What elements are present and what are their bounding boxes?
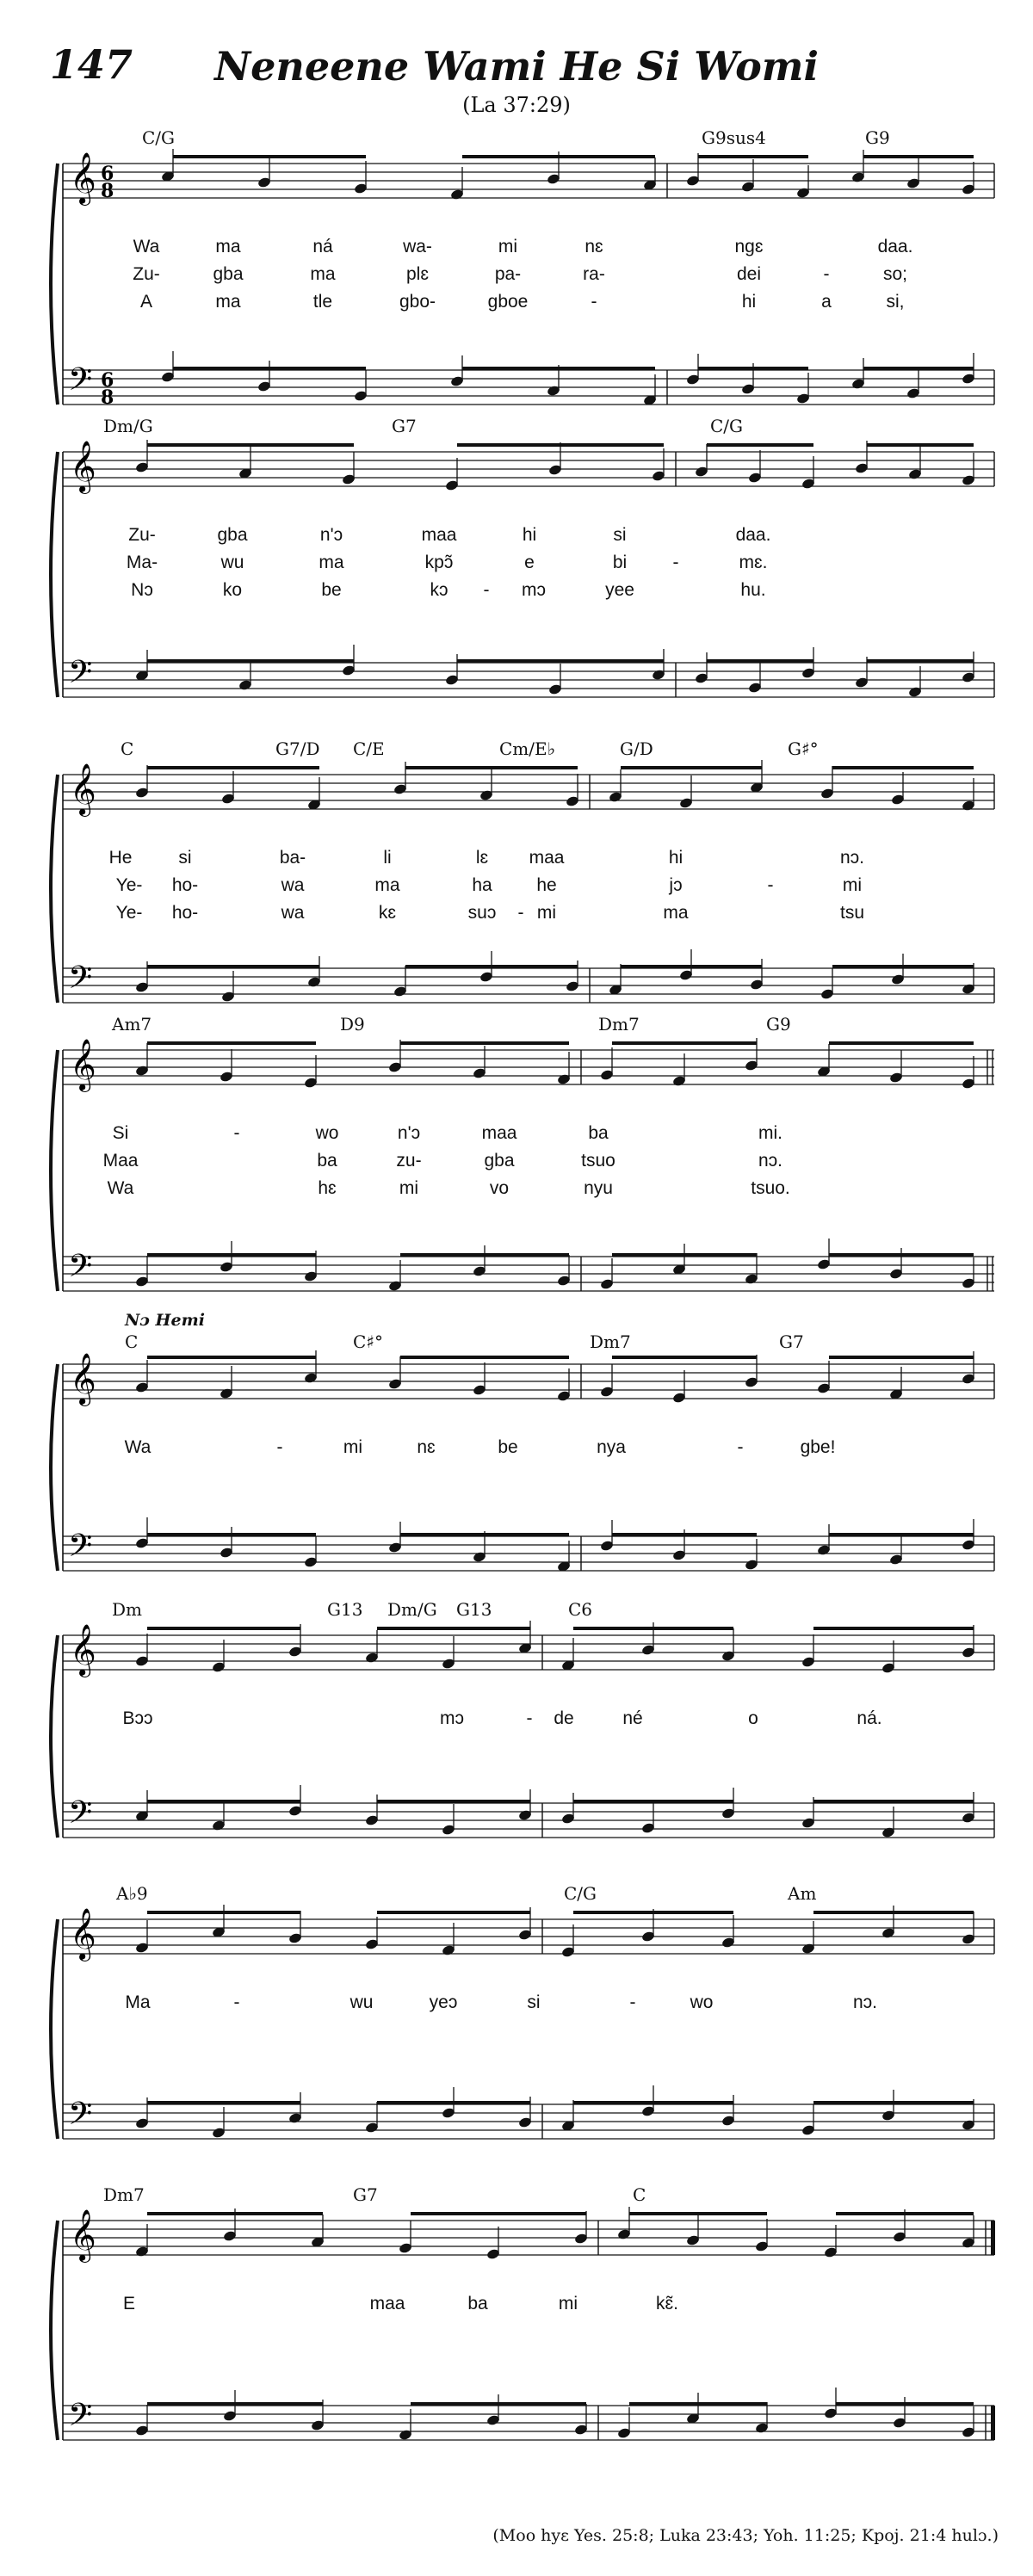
lyric-syllable: hɛ xyxy=(318,1178,337,1198)
lyric-syllable: - xyxy=(767,875,774,895)
chord-symbol: Dm7 xyxy=(590,1331,631,1352)
lyric-syllable: maa xyxy=(481,1123,517,1143)
treble-clef: 𝄞 xyxy=(70,441,96,492)
treble-clef: 𝄞 xyxy=(70,152,96,204)
lyric-syllable: Ma xyxy=(125,1992,151,2012)
lyric-syllable: ná. xyxy=(857,1708,882,1728)
lyric-syllable: ma xyxy=(319,553,344,572)
lyric-syllable: si xyxy=(527,1992,541,2012)
lyric-syllable: Ye- xyxy=(115,875,143,895)
chord-symbol: G♯° xyxy=(788,738,819,759)
lyric-syllable: yeɔ xyxy=(429,1992,458,2012)
lyric-syllable: - xyxy=(233,1992,240,2012)
chord-symbol: A♭9 xyxy=(116,1883,148,1904)
system-brace xyxy=(51,1050,58,1291)
chord-symbol: G9sus4 xyxy=(702,127,766,148)
treble-clef: 𝄞 xyxy=(70,763,96,815)
lyric-syllable: - xyxy=(629,1992,636,2012)
lyric-syllable: ko xyxy=(222,580,243,600)
lyric-syllable: ho- xyxy=(171,875,199,895)
lyric-syllable: nɔ. xyxy=(852,1992,878,2012)
lyric-syllable: gba xyxy=(484,1151,515,1171)
chord-symbol: Dm/G xyxy=(103,416,153,436)
scripture-reference: (La 37:29) xyxy=(462,93,571,117)
lyric-syllable: bi xyxy=(612,553,628,572)
lyric-syllable: Bɔɔ xyxy=(122,1708,153,1728)
bass-clef: 𝄢 xyxy=(68,1248,93,1292)
chord-symbol: G/D xyxy=(620,738,653,759)
lyric-syllable: Nɔ xyxy=(131,580,153,600)
lyric-syllable: ma xyxy=(215,237,241,256)
lyric-syllable: de xyxy=(554,1708,574,1728)
lyric-syllable: Wa xyxy=(107,1178,134,1198)
lyric-syllable: - xyxy=(276,1437,283,1457)
lyric-syllable: mi. xyxy=(758,1123,782,1143)
lyric-syllable: A xyxy=(139,292,153,312)
system-brace xyxy=(51,1919,58,2139)
lyric-syllable: mɔ xyxy=(440,1708,464,1728)
lyric-syllable: so; xyxy=(882,264,908,284)
lyric-syllable: ra- xyxy=(583,264,605,284)
lyric-syllable: - xyxy=(517,903,524,923)
section-label: Nɔ Hemi xyxy=(125,1311,205,1330)
chord-symbol: Dm xyxy=(112,1599,142,1620)
lyric-syllable: gba xyxy=(213,264,244,284)
lyric-syllable: dei xyxy=(736,264,762,284)
chord-symbol: G7 xyxy=(392,416,417,436)
system-brace xyxy=(51,775,58,1003)
treble-clef: 𝄞 xyxy=(70,1039,96,1090)
chord-symbol: C/E xyxy=(353,738,385,759)
system-brace xyxy=(51,452,58,697)
lyric-syllable: wo xyxy=(315,1123,339,1143)
lyric-syllable: Maa xyxy=(102,1151,139,1171)
staff-svg xyxy=(47,1016,1003,1308)
bass-clef: 𝄢 xyxy=(68,654,93,698)
chord-symbol: G13 xyxy=(327,1599,363,1620)
treble-clef: 𝄞 xyxy=(70,1353,96,1405)
chord-symbol: C/G xyxy=(142,127,176,148)
lyric-syllable: gbe! xyxy=(800,1437,836,1457)
lyric-syllable: ho- xyxy=(171,903,199,923)
staff-svg xyxy=(47,129,1003,422)
chord-symbol: G7 xyxy=(353,2184,378,2205)
lyric-syllable: e xyxy=(524,553,535,572)
chord-symbol: G13 xyxy=(456,1599,492,1620)
bass-clef: 𝄢 xyxy=(68,2397,93,2441)
lyric-syllable: Si xyxy=(112,1123,129,1143)
lyric-syllable: ba xyxy=(317,1151,337,1171)
lyric-syllable: Zu- xyxy=(128,525,156,545)
lyric-syllable: hi xyxy=(668,848,684,868)
lyric-syllable: jɔ xyxy=(669,875,683,895)
chord-symbol: D9 xyxy=(340,1014,365,1035)
chord-symbol: C/G xyxy=(564,1883,597,1904)
bass-clef: 𝄢 xyxy=(68,1795,93,1838)
lyric-syllable: ha xyxy=(472,875,492,895)
lyric-syllable: Ma- xyxy=(126,553,158,572)
lyric-syllable: ngɛ xyxy=(734,237,764,256)
lyric-syllable: a xyxy=(821,292,832,312)
lyric-syllable: ma xyxy=(310,264,336,284)
lyric-syllable: nyu xyxy=(584,1178,613,1198)
lyric-syllable: Wa xyxy=(133,237,160,256)
lyric-syllable: li xyxy=(383,848,392,868)
lyric-syllable: Zu- xyxy=(133,264,160,284)
lyric-syllable: nɛ xyxy=(585,237,603,256)
lyric-syllable: wu xyxy=(220,553,244,572)
lyric-syllable: wu xyxy=(349,1992,374,2012)
lyric-syllable: daa. xyxy=(877,237,913,256)
lyric-syllable: maa xyxy=(421,525,457,545)
lyric-syllable: kɛ xyxy=(378,903,397,923)
time-signature-bottom: 8 xyxy=(101,386,114,409)
lyric-syllable: wa xyxy=(281,903,305,923)
lyric-syllable: wo xyxy=(690,1992,714,2012)
lyric-syllable: gba xyxy=(217,525,248,545)
staff-svg xyxy=(47,1885,1003,2156)
lyric-syllable: mi xyxy=(343,1437,363,1457)
lyric-syllable: - xyxy=(526,1708,533,1728)
lyric-syllable: - xyxy=(823,264,830,284)
lyric-syllable: ná xyxy=(312,237,333,256)
lyric-syllable: nɔ. xyxy=(839,848,865,868)
lyric-syllable: nɛ xyxy=(417,1437,436,1457)
lyric-syllable: tsu xyxy=(839,903,865,923)
lyric-syllable: - xyxy=(233,1123,240,1143)
lyric-syllable: mi xyxy=(558,2294,578,2313)
lyric-syllable: lɛ xyxy=(475,848,489,868)
lyric-syllable: - xyxy=(591,292,597,312)
lyric-syllable: suɔ xyxy=(467,903,497,923)
treble-clef: 𝄞 xyxy=(70,2209,96,2261)
chord-symbol: C/G xyxy=(710,416,744,436)
lyric-syllable: maa xyxy=(529,848,565,868)
treble-clef: 𝄞 xyxy=(70,1624,96,1676)
hymn-number: 147 xyxy=(50,41,133,88)
chord-symbol: G7 xyxy=(779,1331,804,1352)
system-brace xyxy=(51,164,58,405)
lyric-syllable: ma xyxy=(374,875,400,895)
chord-symbol: Am7 xyxy=(112,1014,152,1035)
lyric-syllable: mi xyxy=(842,875,863,895)
time-signature-top: 6 xyxy=(101,163,114,185)
lyric-syllable: si xyxy=(178,848,192,868)
footer-references: (Moo hyɛ Yes. 25:8; Luka 23:43; Yoh. 11:25; Kpoj. 21:4 hulɔ.) xyxy=(492,2526,999,2545)
lyric-syllable: be xyxy=(498,1437,518,1457)
chord-symbol: C xyxy=(121,738,134,759)
lyric-syllable: nya xyxy=(597,1437,626,1457)
lyric-syllable: mi xyxy=(536,903,557,923)
chord-symbol: C♯° xyxy=(353,1331,383,1352)
lyric-syllable: né xyxy=(622,1708,643,1728)
staff-svg xyxy=(47,1330,1003,1588)
chord-symbol: G7/D xyxy=(275,738,320,759)
chord-symbol: Dm/G xyxy=(387,1599,437,1620)
lyric-syllable: kɛ̃. xyxy=(656,2294,678,2313)
lyric-syllable: mi xyxy=(399,1178,419,1198)
lyric-syllable: wa- xyxy=(403,237,432,256)
time-signature-top: 6 xyxy=(101,369,114,392)
lyric-syllable: hi xyxy=(522,525,537,545)
chord-symbol: Cm/E♭ xyxy=(499,738,556,759)
time-signature-bottom: 8 xyxy=(101,180,114,202)
lyric-syllable: hu. xyxy=(740,580,766,600)
lyric-syllable: vo xyxy=(489,1178,510,1198)
lyric-syllable: kpɔ̃ xyxy=(424,553,454,572)
lyric-syllable: si xyxy=(613,525,627,545)
lyric-syllable: n'ɔ xyxy=(319,525,343,545)
lyric-syllable: gbo- xyxy=(399,292,436,312)
treble-clef: 𝄞 xyxy=(70,1908,96,1960)
system-brace xyxy=(51,2221,58,2440)
chord-symbol: C xyxy=(125,1331,139,1352)
chord-symbol: C6 xyxy=(568,1599,593,1620)
lyric-syllable: mɛ. xyxy=(739,553,768,572)
lyric-syllable: ba- xyxy=(279,848,306,868)
lyric-syllable: tsuo. xyxy=(751,1178,790,1198)
lyric-syllable: - xyxy=(483,580,490,600)
lyric-syllable: hi xyxy=(741,292,757,312)
lyric-syllable: he xyxy=(536,875,557,895)
lyric-syllable: ma xyxy=(663,903,689,923)
lyric-syllable: o xyxy=(748,1708,758,1728)
bass-clef: 𝄢 xyxy=(68,2096,93,2140)
lyric-syllable: Wa xyxy=(124,1437,152,1457)
lyric-syllable: - xyxy=(672,553,679,572)
lyric-syllable: si, xyxy=(886,292,905,312)
lyric-syllable: mɔ xyxy=(522,580,546,600)
lyric-syllable: Ye- xyxy=(115,903,143,923)
final-barline-thick xyxy=(991,2221,995,2255)
lyric-syllable: He xyxy=(108,848,133,868)
chord-symbol: G9 xyxy=(865,127,890,148)
staff-svg xyxy=(47,2186,1003,2457)
lyric-syllable: tle xyxy=(312,292,333,312)
lyric-syllable: tsuo xyxy=(581,1151,615,1171)
lyric-syllable: wa xyxy=(281,875,305,895)
final-barline-thick xyxy=(991,2406,995,2440)
lyric-syllable: maa xyxy=(369,2294,405,2313)
lyric-syllable: plɛ xyxy=(406,264,429,284)
chord-symbol: C xyxy=(633,2184,646,2205)
lyric-syllable: gboe xyxy=(487,292,529,312)
hymn-title: Neneene Wami He Si Womi xyxy=(214,43,819,90)
chord-symbol: G9 xyxy=(766,1014,791,1035)
lyric-syllable: E xyxy=(122,2294,136,2313)
bass-clef: 𝄢 xyxy=(68,1528,93,1572)
system-brace xyxy=(51,1364,58,1571)
lyric-syllable: kɔ xyxy=(430,580,448,600)
lyric-syllable: ba xyxy=(588,1123,609,1143)
lyric-syllable: nɔ. xyxy=(758,1151,783,1171)
system-brace xyxy=(51,1635,58,1838)
lyric-syllable: daa. xyxy=(735,525,771,545)
lyric-syllable: mi xyxy=(498,237,518,256)
lyric-syllable: zu- xyxy=(396,1151,422,1171)
chord-symbol: Dm7 xyxy=(598,1014,640,1035)
lyric-syllable: be xyxy=(321,580,342,600)
lyric-syllable: ba xyxy=(467,2294,488,2313)
lyric-syllable: pa- xyxy=(494,264,522,284)
lyric-syllable: n'ɔ xyxy=(397,1123,421,1143)
chord-symbol: Am xyxy=(788,1883,817,1904)
lyric-syllable: yee xyxy=(605,580,634,600)
lyric-syllable: - xyxy=(737,1437,744,1457)
bass-clef: 𝄢 xyxy=(68,361,93,405)
lyric-syllable: ma xyxy=(215,292,241,312)
chord-symbol: Dm7 xyxy=(103,2184,145,2205)
bass-clef: 𝄢 xyxy=(68,960,93,1004)
